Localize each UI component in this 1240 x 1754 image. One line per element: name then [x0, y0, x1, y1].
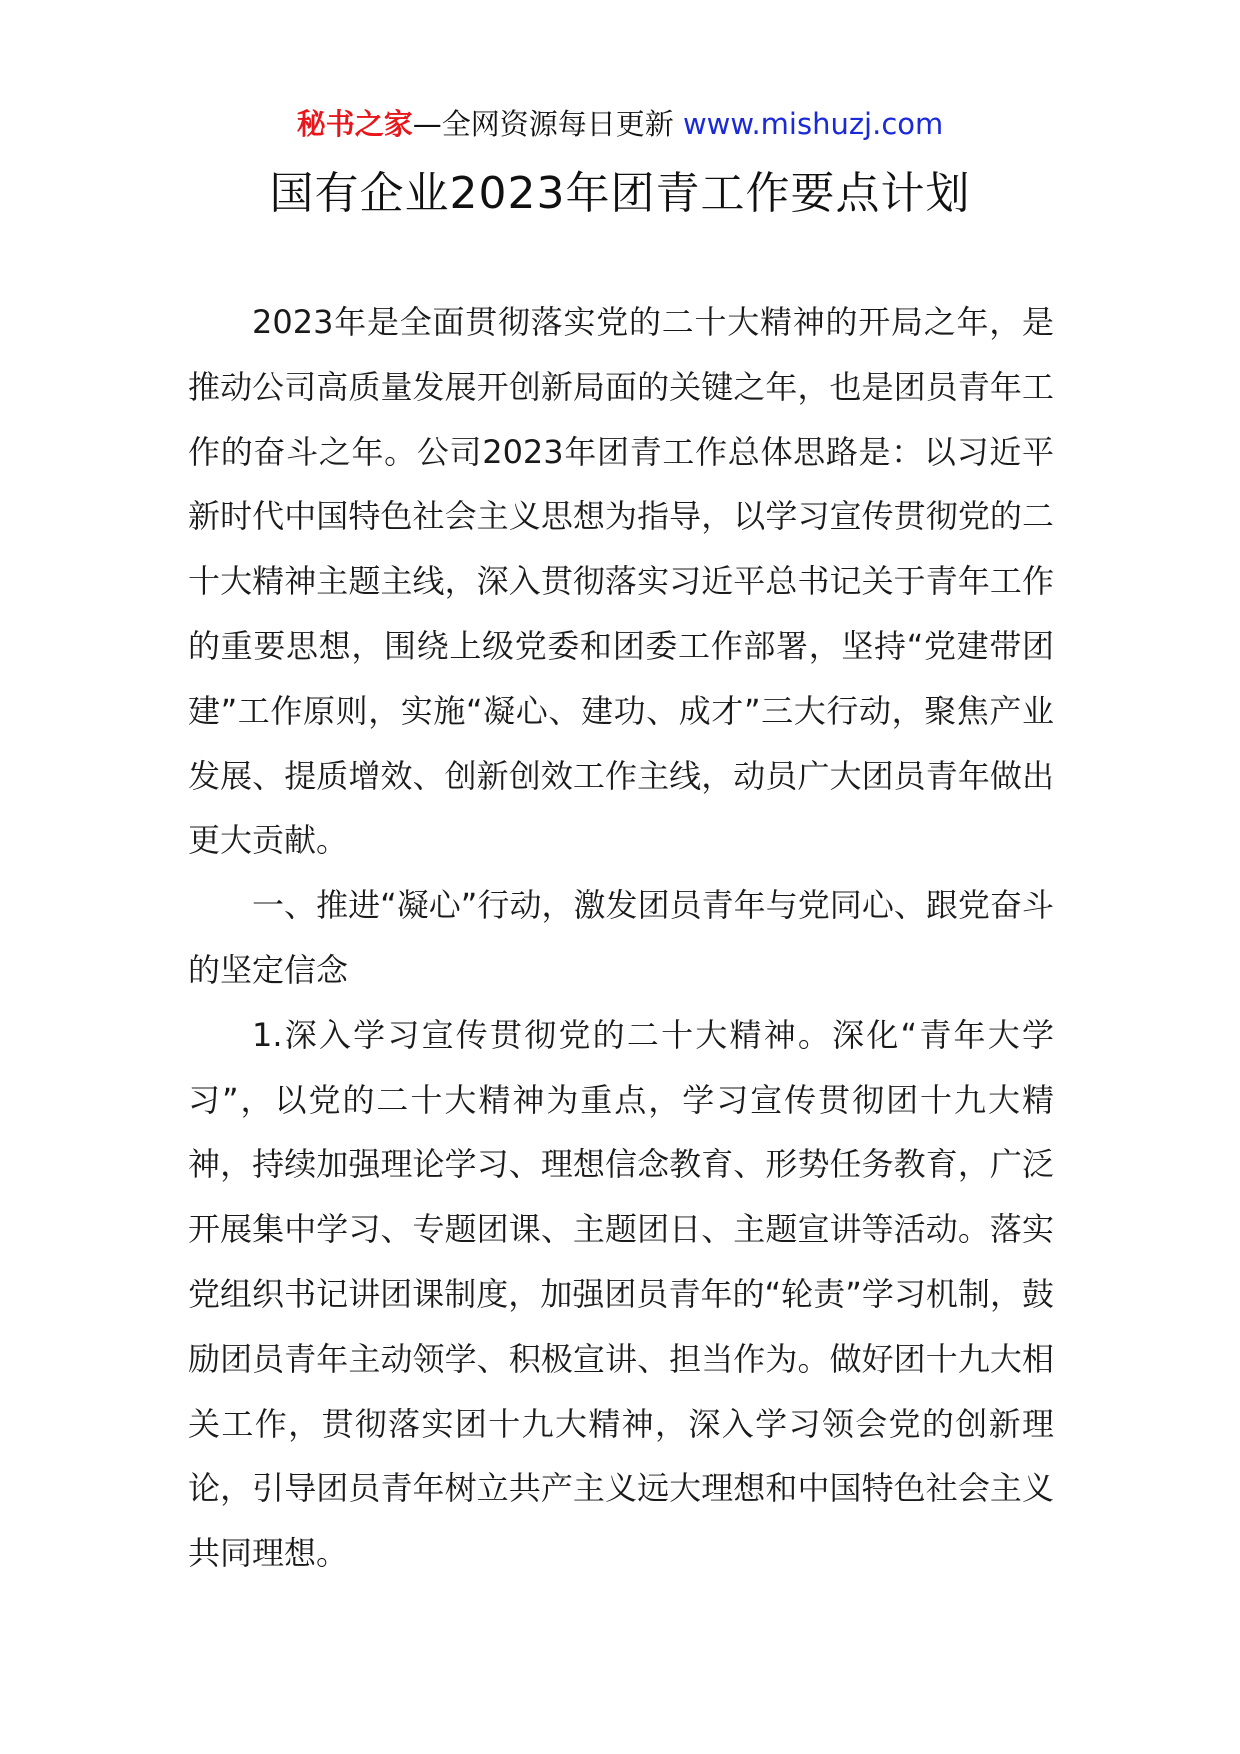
- site-url-link[interactable]: www.mishuzj.com: [682, 107, 944, 141]
- site-banner: [0, 102, 1240, 146]
- document-title: 国有企业2023年团青工作要点计划: [269, 168, 971, 219]
- brand-name: 秘书之家: [296, 107, 413, 141]
- intro-paragraph: 2023年是全面贯彻落实党的二十大精神的开局之年，是推动公司高质量发展开创新局面的关键之年，也是团员青年工作的奋斗之年。公司2023年团青工作总体思路是：以习近平新时代中国特色社会主义思想为指导，以学习宣传贯彻党的二十大精神主题主线，深入贯彻落实习近平总书记关于青年工作的重要思想，围绕上级党委和团委工作部署，坚持“党建带团建”工作原则，实施“凝心、建功、成才”三大行动，聚焦产业发展、提质增效、创新创效工作主线，动员广大团员青年做出更大贡献。: [188, 303, 1054, 860]
- document-body: [188, 290, 1054, 1586]
- banner-slogan: —全网资源每日更新: [412, 107, 683, 141]
- section-heading: 一、推进“凝心”行动，激发团员青年与党同心、跟党奋斗的坚定信念: [188, 886, 1054, 989]
- item-paragraph: 1.深入学习宣传贯彻党的二十大精神。深化“青年大学习”，以党的二十大精神为重点，学习宣传贯彻团十九大精神，持续加强理论学习、理想信念教育、形势任务教育，广泛开展集中学习、专题团课、主题团日、主题宣讲等活动。落实党组织书记讲团课制度，加强团员青年的“轮责”学习机制，鼓励团员青年主动领学、积极宣讲、担当作为。做好团十九大相关工作，贯彻落实团十九大精神，深入学习领会党的创新理论，引导团员青年树立共产主义远大理想和中国特色社会主义共同理想。: [188, 1015, 1054, 1573]
